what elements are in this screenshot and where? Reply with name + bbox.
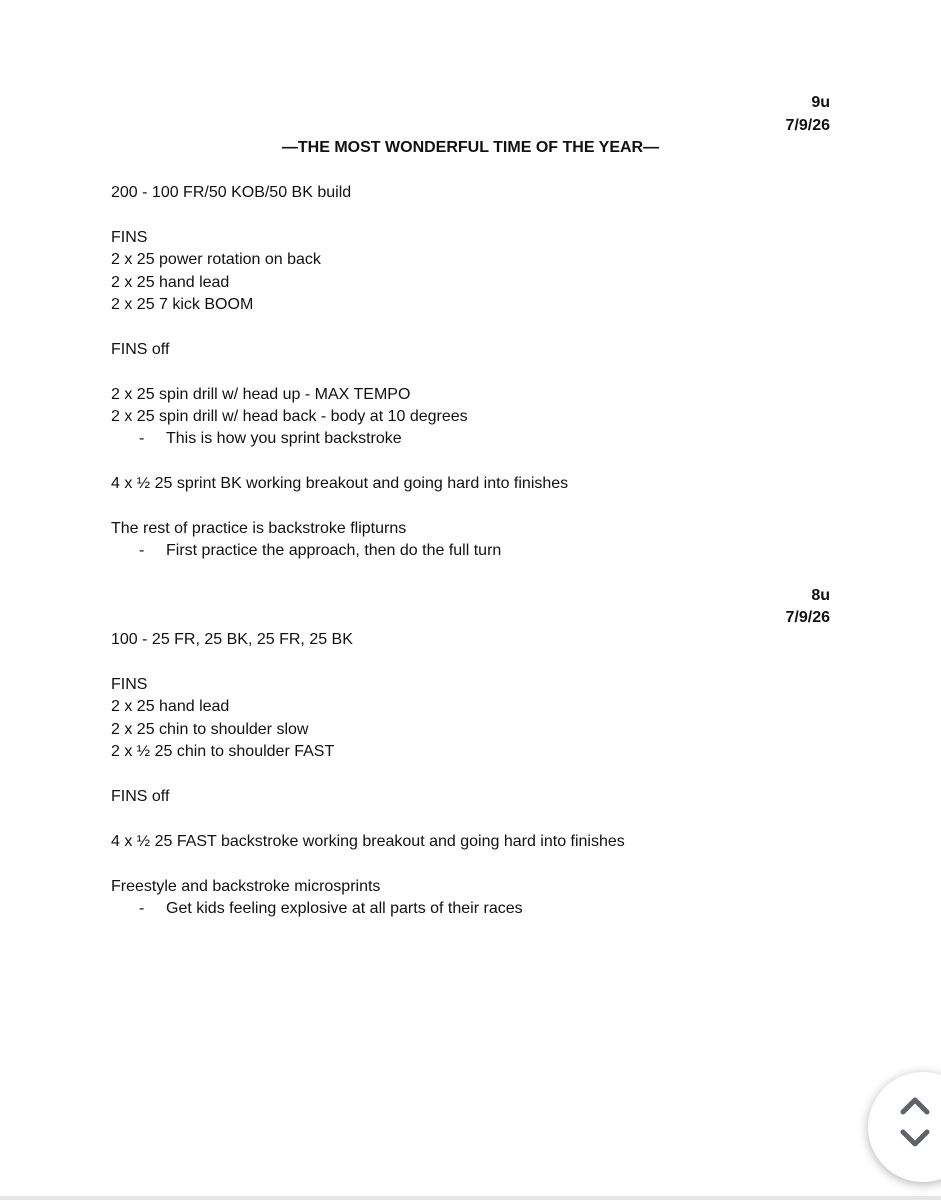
group-label-8u: 8u — [811, 587, 830, 604]
warmup-8u: 100 - 25 FR, 25 BK, 25 FR, 25 BK — [111, 631, 353, 648]
fins-set-8u-1: 2 x 25 hand lead — [111, 698, 230, 715]
chevron-up-icon — [898, 1092, 932, 1118]
group-label-9u: 9u — [811, 94, 830, 111]
fins-off-8u: FINS off — [111, 788, 170, 805]
scroll-up-button[interactable] — [898, 1092, 932, 1118]
fins-set-9u-3: 2 x 25 7 kick BOOM — [111, 296, 254, 313]
chevron-down-icon — [898, 1126, 932, 1152]
spin-note-9u: This is how you sprint backstroke — [166, 430, 402, 447]
micro-note-8u: Get kids feeling explosive at all parts of their races — [166, 900, 523, 917]
micro-line-8u: Freestyle and backstroke microsprints — [111, 878, 381, 895]
spin-set-9u-1: 2 x 25 spin drill w/ head up - MAX TEMPO — [111, 386, 411, 403]
page-bottom-edge — [0, 1196, 941, 1200]
scroll-down-button[interactable] — [898, 1126, 932, 1152]
bullet-dash: - — [139, 900, 145, 917]
date-9u: 7/9/26 — [785, 117, 830, 134]
fins-label-9u: FINS — [111, 229, 148, 246]
sprint-set-9u: 4 x ½ 25 sprint BK working breakout and going hard into finishes — [111, 475, 569, 492]
bullet-dash: - — [139, 430, 145, 447]
fins-set-9u-2: 2 x 25 hand lead — [111, 274, 230, 291]
warmup-9u: 200 - 100 FR/50 KOB/50 BK build — [111, 184, 352, 201]
fins-set-9u-1: 2 x 25 power rotation on back — [111, 251, 321, 268]
rest-line-9u: The rest of practice is backstroke flipturns — [111, 520, 407, 537]
fins-set-8u-2: 2 x 25 chin to shoulder slow — [111, 721, 309, 738]
fins-set-8u-3: 2 x ½ 25 chin to shoulder FAST — [111, 743, 335, 760]
fins-label-8u: FINS — [111, 676, 148, 693]
rest-note-9u: First practice the approach, then do the full turn — [166, 542, 502, 559]
date-8u: 7/9/26 — [785, 609, 830, 626]
fast-set-8u: 4 x ½ 25 FAST backstroke working breakout and going hard into finishes — [111, 833, 625, 850]
fins-off-9u: FINS off — [111, 341, 170, 358]
page-title: —THE MOST WONDERFUL TIME OF THE YEAR— — [281, 139, 660, 156]
bullet-dash: - — [139, 542, 145, 559]
spin-set-9u-2: 2 x 25 spin drill w/ head back - body at 10 degrees — [111, 408, 468, 425]
